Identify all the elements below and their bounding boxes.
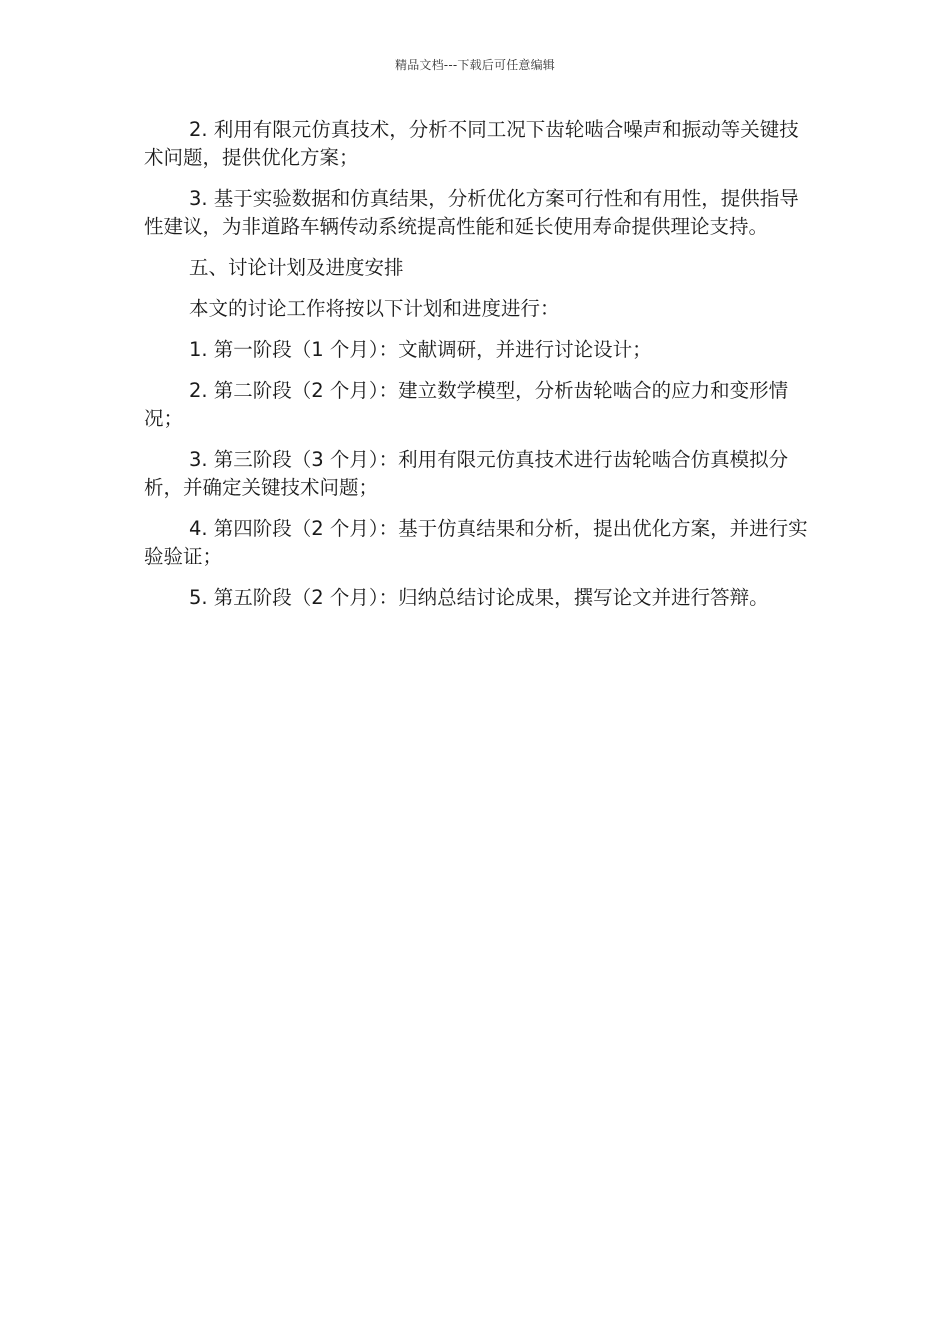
- page-header: 精品文档---下载后可任意编辑: [395, 58, 555, 72]
- paragraph-stage-3: 3. 第三阶段（3 个月）：利用有限元仿真技术进行齿轮啮合仿真模拟分析，并确定关键技术问题；: [144, 448, 789, 499]
- paragraph-plan-intro: 本文的讨论工作将按以下计划和进度进行：: [189, 297, 560, 320]
- paragraph-stage-2: 2. 第二阶段（2 个月）：建立数学模型，分析齿轮啮合的应力和变形情况；: [144, 379, 789, 430]
- document-body: [144, 116, 808, 625]
- paragraph-stage-1: 1. 第一阶段（1 个月）：文献调研，并进行讨论设计；: [189, 338, 652, 361]
- paragraph-stage-4: 4. 第四阶段（2 个月）：基于仿真结果和分析，提出优化方案，并进行实验验证；: [144, 517, 808, 568]
- paragraph-stage-5: 5. 第五阶段（2 个月）：归纳总结讨论成果，撰写论文并进行答辩。: [189, 586, 769, 609]
- paragraph-goal-3: 3. 基于实验数据和仿真结果，分析优化方案可行性和有用性，提供指导性建议，为非道路车辆传动系统提高性能和延长使用寿命提供理论支持。: [144, 187, 799, 238]
- paragraph-goal-2: 2. 利用有限元仿真技术，分析不同工况下齿轮啮合噪声和振动等关键技术问题，提供优化方案；: [144, 118, 799, 169]
- section-heading-plan: 五、讨论计划及进度安排: [189, 256, 404, 279]
